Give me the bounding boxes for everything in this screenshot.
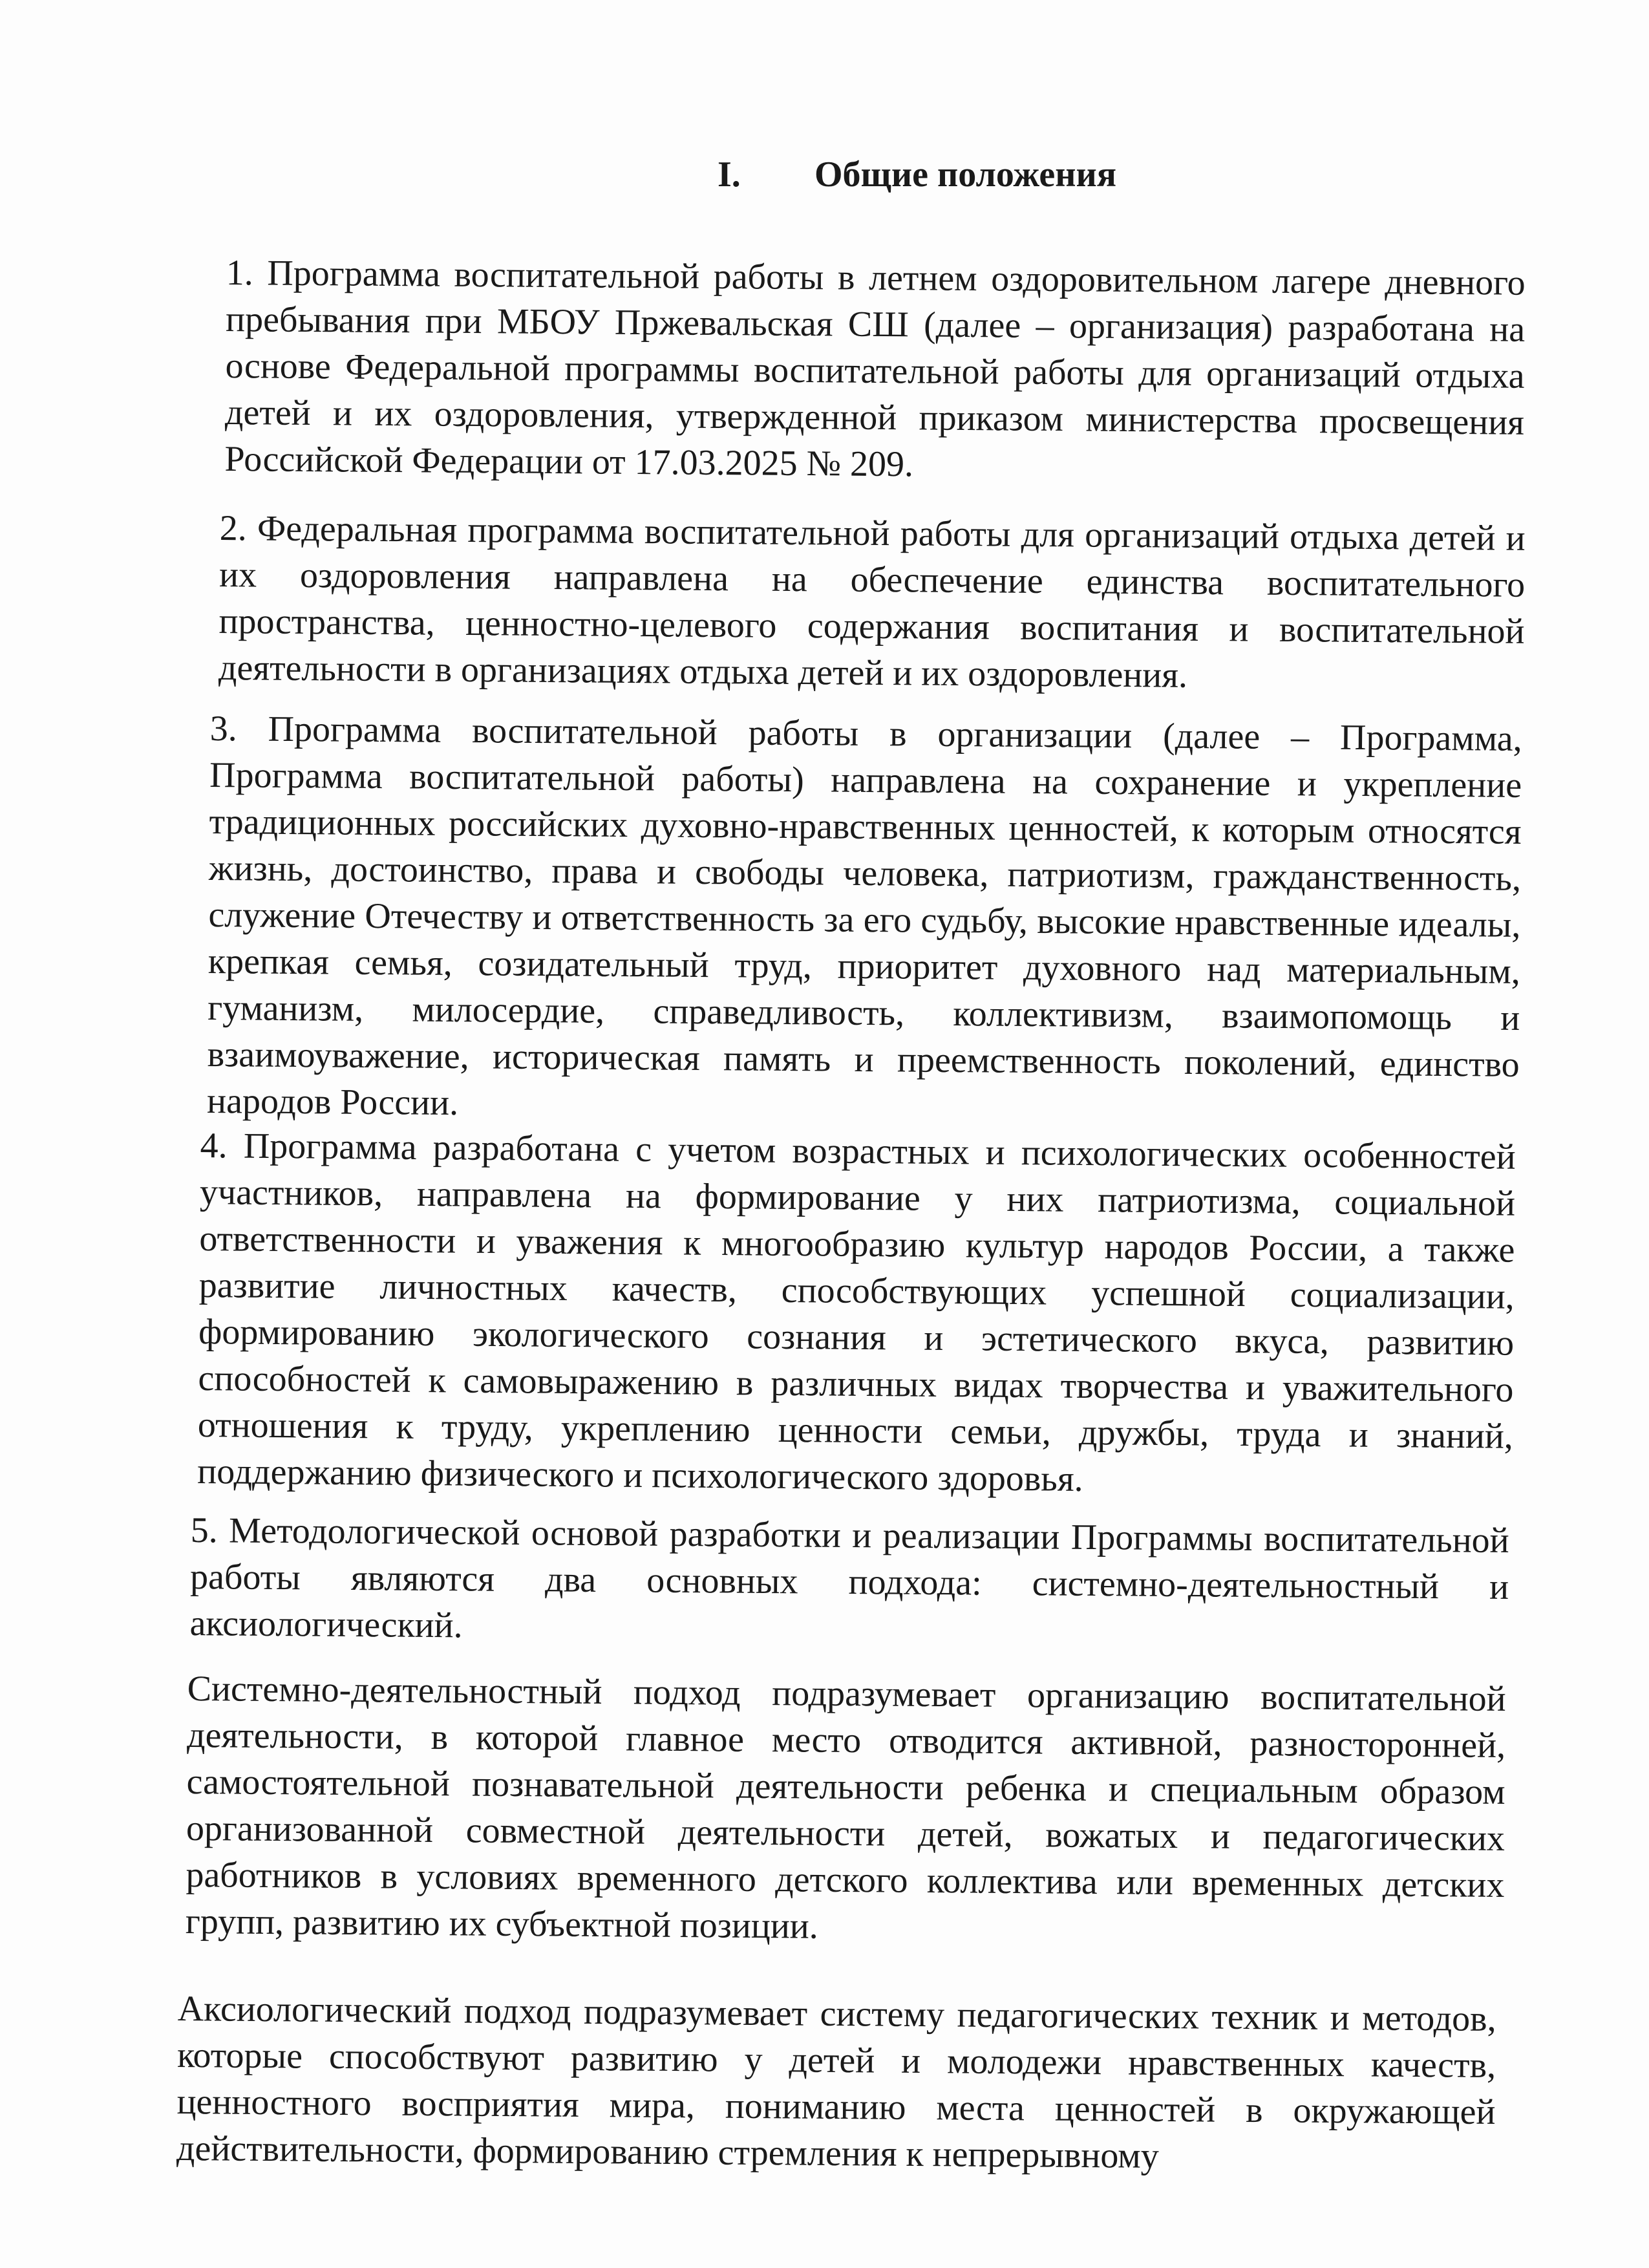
section-title: Общие положения [814, 155, 1117, 195]
paragraph-3: 3. Программа воспитательной работы в организации (далее – Программа, Программа воспитательной работы) направлена на сохранение и укрепление традиционных российских духовно-нравственных ценностей, к которым относятся жизнь, достоинство, права и свободы человека, патриотизм, гражданственность, служение Отечеству и ответственность за его судьбу, высокие нравственные идеалы, крепкая семья, созидательный труд, приоритет духовного над материальным, гуманизм, милосердие, справедливость, коллективизм, взаимопомощь и взаимоуважение, историческая память и преемственность поколений, единство народов России. [206, 708, 1522, 1124]
section-heading [718, 154, 1116, 195]
section-number: I. [718, 155, 741, 195]
paragraph-4: 4. Программа разработана с учетом возрастных и психологических особенностей участников, направлена на формирование у них патриотизма, социальной ответственности и уважения к многообразию культур народов России, а также развитие личностных качеств, способствующих успешной социализации, формированию экологического сознания и эстетического вкуса, развитию способностей к самовыражению в различных видах творчества и уважительного отношения к труду, укреплению ценности семьи, дружбы, труда и знаний, поддержанию физического и психологического здоровья. [197, 1125, 1516, 1499]
paragraph-2: 2. Федеральная программа воспитательной работы для организаций отдыха детей и их оздоровления направлена на обеспечение единства воспитательного пространства, ценностно-целевого содержания воспитания и воспитательной деятельности в организациях отдыха детей и их оздоровления. [218, 508, 1526, 696]
paragraph-1: 1. Программа воспитательной работы в летнем оздоровительном лагере дневного пребывания при МБОУ Пржевальская СШ (далее – организация) разработана на основе Федеральной программы воспитательной работы для организаций отдыха детей и их оздоровления, утвержденной приказом министерства просвещения Российской Федерации от 17.03.2025 № 209. [224, 252, 1526, 485]
paragraph-5: 5. Методологической основой разработки и реализации Программы воспитательной работы являются два основных подхода: системно-деятельностный и аксиологический. [189, 1510, 1509, 1646]
paragraph-system-activity-approach: Системно-деятельностный подход подразумевает организацию воспитательной деятельности, в которой главное место отводится активной, разносторонней, самостоятельной познавательной деятельности ребенка и специальным образом организованной совместной деятельности детей, вожатых и педагогических работников в условиях временного детского коллектива или временных детских групп, развитию их субъектной позиции. [185, 1668, 1506, 1947]
paragraph-axiological-approach: Аксиологический подход подразумевает систему педагогических техник и методов, которые способствуют развитию у детей и молодежи нравственных качеств, ценностного восприятия мира, пониманию места ценностей в окружающей действительности, формированию стремления к непрерывному [176, 1988, 1496, 2176]
